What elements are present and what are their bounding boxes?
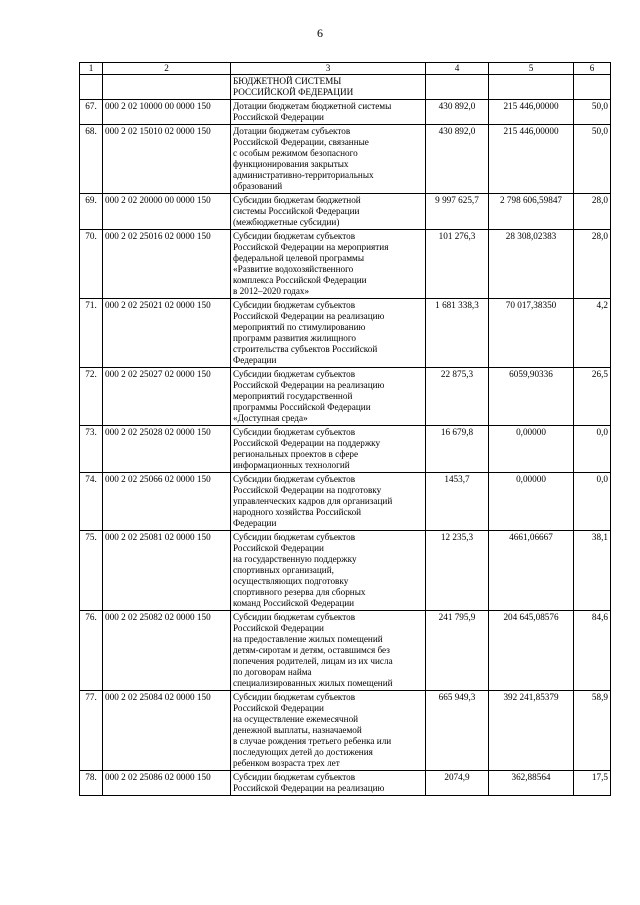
income-name: Субсидии бюджетам субъектов Российской Федерации на государственную поддержку спортивных организаций, осуществляющих подготовку спортивного резерва для сборных команд Российской Федерации [231,531,426,611]
budget-code: 000 2 02 20000 00 0000 150 [103,194,231,230]
table-row [80,473,611,531]
planned-amount: 430 892,0 [426,125,489,194]
percent-cell [574,75,611,100]
planned-amount: 101 276,3 [426,230,489,299]
budget-code: 000 2 02 25081 02 0000 150 [103,531,231,611]
row-number: 68. [80,125,103,194]
column-header: 5 [489,63,574,75]
table-row [80,368,611,426]
actual-amount: 215 446,00000 [489,125,574,194]
row-number: 77. [80,691,103,771]
row-number: 78. [80,771,103,796]
actual-amount: 215 446,00000 [489,100,574,125]
row-number: 73. [80,426,103,473]
budget-code: 000 2 02 25016 02 0000 150 [103,230,231,299]
planned-amount: 665 949,3 [426,691,489,771]
budget-code: 000 2 02 25027 02 0000 150 [103,368,231,426]
table-row [80,125,611,194]
execution-percent: 4,2 [574,299,611,368]
execution-percent: 84,6 [574,611,611,691]
fact-cell [489,75,574,100]
actual-amount: 28 308,02383 [489,230,574,299]
income-name: Субсидии бюджетам субъектов Российской Федерации на реализацию [231,771,426,796]
plan-cell [426,75,489,100]
row-number: 67. [80,100,103,125]
execution-percent: 28,0 [574,230,611,299]
income-name: Субсидии бюджетам субъектов Российской Федерации на подготовку управленческих кадров для организаций народного хозяйства Российской Федерации [231,473,426,531]
row-number: 71. [80,299,103,368]
income-name: Субсидии бюджетам бюджетной системы Российской Федерации (межбюджетные субсидии) [231,194,426,230]
column-header: 3 [231,63,426,75]
table-row [80,426,611,473]
budget-code: 000 2 02 10000 00 0000 150 [103,100,231,125]
row-number-cell [80,75,103,100]
execution-percent: 50,0 [574,125,611,194]
column-number-row [80,63,611,75]
income-name: Субсидии бюджетам субъектов Российской Федерации на поддержку региональных проектов в сфере информационных технологий [231,426,426,473]
table-row [80,691,611,771]
income-name: Субсидии бюджетам субъектов Российской Федерации на реализацию мероприятий государственной программы Российской Федерации «Доступная среда» [231,368,426,426]
execution-percent: 17,5 [574,771,611,796]
execution-percent: 0,0 [574,426,611,473]
planned-amount: 16 679,8 [426,426,489,473]
row-number: 72. [80,368,103,426]
income-name: Дотации бюджетам субъектов Российской Федерации, связанные с особым режимом безопасного функционирования закрытых административно-территориальных образований [231,125,426,194]
table-row [80,771,611,796]
execution-percent: 28,0 [574,194,611,230]
budget-code: 000 2 02 25082 02 0000 150 [103,611,231,691]
table-row [80,194,611,230]
actual-amount: 392 241,85379 [489,691,574,771]
table-row [80,531,611,611]
budget-table [79,62,611,796]
continuation-row [80,75,611,100]
execution-percent: 26,5 [574,368,611,426]
row-number: 75. [80,531,103,611]
table-row [80,230,611,299]
table-row [80,100,611,125]
execution-percent: 50,0 [574,100,611,125]
budget-code: 000 2 02 15010 02 0000 150 [103,125,231,194]
execution-percent: 0,0 [574,473,611,531]
income-name: Субсидии бюджетам субъектов Российской Федерации на предоставление жилых помещений детям-сиротам и детям, оставшимся без попечения родителей, лицам из их числа по договорам найма специализированных жилых помещений [231,611,426,691]
planned-amount: 22 875,3 [426,368,489,426]
budget-code: 000 2 02 25066 02 0000 150 [103,473,231,531]
budget-code: 000 2 02 25021 02 0000 150 [103,299,231,368]
code-cell [103,75,231,100]
actual-amount: 204 645,08576 [489,611,574,691]
continuation-text: БЮДЖЕТНОЙ СИСТЕМЫ РОССИЙСКОЙ ФЕДЕРАЦИИ [231,75,426,100]
column-header: 4 [426,63,489,75]
income-name: Субсидии бюджетам субъектов Российской Федерации на осуществление ежемесячной денежной выплаты, назначаемой в случае рождения третьего ребенка или последующих детей до достижения ребенком возраста трех лет [231,691,426,771]
actual-amount: 0,00000 [489,426,574,473]
planned-amount: 9 997 625,7 [426,194,489,230]
actual-amount: 6059,90336 [489,368,574,426]
actual-amount: 70 017,38350 [489,299,574,368]
budget-code: 000 2 02 25028 02 0000 150 [103,426,231,473]
planned-amount: 12 235,3 [426,531,489,611]
column-header: 6 [574,63,611,75]
row-number: 74. [80,473,103,531]
actual-amount: 4661,06667 [489,531,574,611]
column-header: 1 [80,63,103,75]
execution-percent: 38,1 [574,531,611,611]
planned-amount: 1453,7 [426,473,489,531]
planned-amount: 1 681 338,3 [426,299,489,368]
budget-table-body [80,63,611,796]
actual-amount: 362,88564 [489,771,574,796]
income-name: Дотации бюджетам бюджетной системы Российской Федерации [231,100,426,125]
income-name: Субсидии бюджетам субъектов Российской Федерации на мероприятия федеральной целевой программы «Развитие водохозяйственного комплекса Российской Федерации в 2012–2020 годах» [231,230,426,299]
budget-code: 000 2 02 25084 02 0000 150 [103,691,231,771]
planned-amount: 430 892,0 [426,100,489,125]
row-number: 70. [80,230,103,299]
row-number: 69. [80,194,103,230]
actual-amount: 0,00000 [489,473,574,531]
planned-amount: 241 795,9 [426,611,489,691]
budget-code: 000 2 02 25086 02 0000 150 [103,771,231,796]
income-name: Субсидии бюджетам субъектов Российской Федерации на реализацию мероприятий по стимулированию программ развития жилищного строительства субъектов Российской Федерации [231,299,426,368]
page-number: 6 [317,26,323,40]
actual-amount: 2 798 606,59847 [489,194,574,230]
column-header: 2 [103,63,231,75]
table-row [80,299,611,368]
execution-percent: 58,9 [574,691,611,771]
row-number: 76. [80,611,103,691]
table-row [80,611,611,691]
planned-amount: 2074,9 [426,771,489,796]
